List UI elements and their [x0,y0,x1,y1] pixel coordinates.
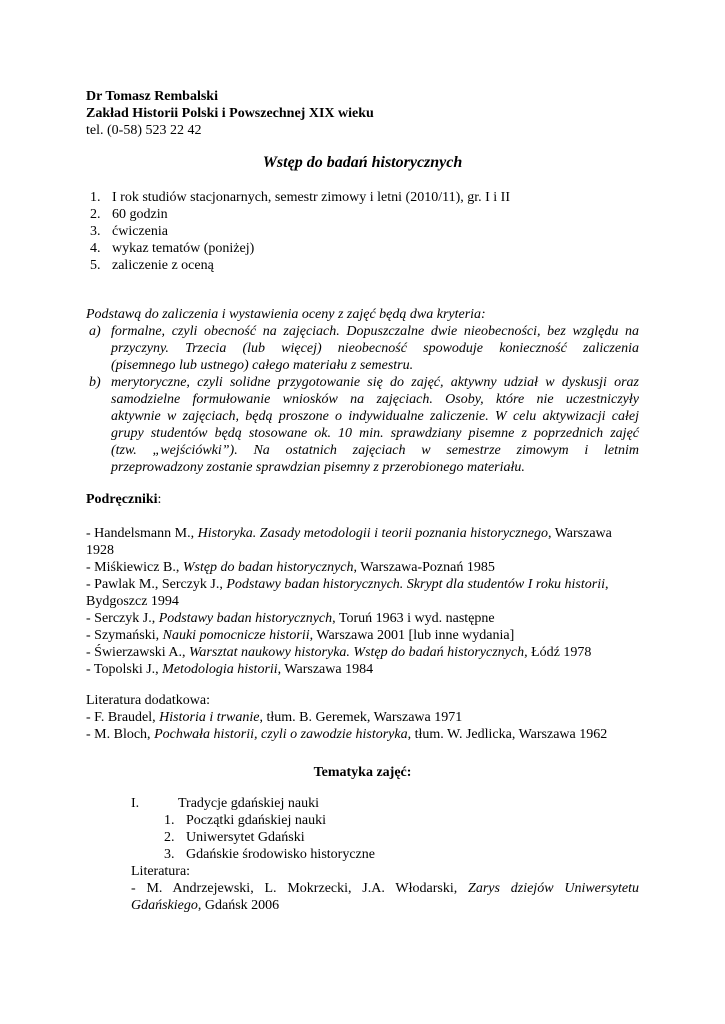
extra-literature-list [86,709,646,743]
section-number: I. [131,796,140,811]
list-item: 1. Początki gdańskiej nauki [164,813,326,828]
list-item: - Miśkiewicz B., Wstęp do badan historycznych, Warszawa-Poznań 1985 [86,560,495,575]
topics-sublist [131,812,531,863]
info-list [86,189,646,274]
list-item: 2. 60 godzin [90,207,168,222]
list-item: Bydgoszcz 1994 [86,594,179,609]
literature-line-1: - M. Andrzejewski, L. Mokrzecki, J.A. Włodarski, Zarys dziejów Uniwersytetu [131,881,639,896]
list-item: 5. zaliczenie z oceną [90,258,214,273]
list-item: - Pawlak M., Serczyk J., Podstawy badan historycznych. Skrypt dla studentów I roku historii, [86,577,609,592]
criteria-b-label: b) [89,375,101,390]
list-item: 2. Uniwersytet Gdański [164,830,305,845]
criteria-a-label: a) [89,324,101,339]
textbooks-heading: Podręczniki: [86,492,162,507]
topics-heading: Tematyka zajęć: [313,765,412,780]
document-title: Wstęp do badań historycznych [262,154,463,171]
literature-line-2: Gdańskiego, Gdańsk 2006 [131,898,280,913]
extra-literature-heading: Literatura dodatkowa: [86,693,211,708]
criteria-b-text: merytoryczne, czyli solidne przygotowanie się do zajęć, aktywny udział w dyskusji oraz samodzielne formułowanie wniosków na zajęciach. Osoby, które nie uczestniczyły aktywnie w zajęciach, będą proszone o indywidualne zaliczenie. W celu aktywizacji całej grupy studentów będą stosowane ok. 10 min. sprawdziany pisemne z poprzednich zajęć (tzw. „wejściówki”). Na ostatnich zajęciach w semestrze zimowym i letnim przeprowadzony zostanie sprawdzian pisemny z przerobionego materiału. [111,375,639,475]
list-item: 1928 [86,543,114,558]
section-title: Tradycje gdańskiej nauki [178,796,320,811]
list-item: - Szymański, Nauki pomocnicze historii, Warszawa 2001 [lub inne wydania] [86,628,515,643]
list-item: - Świerzawski A., Warsztat naukowy historyka. Wstęp do badań historycznych, Łódź 1978 [86,645,592,660]
phone-number: tel. (0-58) 523 22 42 [86,123,202,138]
author-name: Dr Tomasz Rembalski [86,89,218,104]
list-item: 3. ćwiczenia [90,224,168,239]
list-item: 1. I rok studiów stacjonarnych, semestr zimowy i letni (2010/11), gr. I i II [90,190,511,205]
criteria-intro: Podstawą do zaliczenia i wystawienia oceny z zajęć będą dwa kryteria: [86,307,486,322]
list-item: - Serczyk J., Podstawy badan historycznych, Toruń 1963 i wyd. następne [86,611,495,626]
list-item: - F. Braudel, Historia i trwanie, tłum. B. Geremek, Warszawa 1971 [86,710,463,725]
list-item: 3. Gdańskie środowisko historyczne [164,847,375,862]
list-item: 4. wykaz tematów (poniżej) [90,241,255,256]
department-name: Zakład Historii Polski i Powszechnej XIX wieku [86,106,374,121]
literature-label: Literatura: [131,864,191,879]
list-item: - Handelsmann M., Historyka. Zasady metodologii i teorii poznania historycznego, Warszawa [86,526,612,541]
list-item: - Topolski J., Metodologia historii, Warszawa 1984 [86,662,374,677]
textbooks-list [86,525,646,678]
criteria-a-text: formalne, czyli obecność na zajęciach. Dopuszczalne dwie nieobecności, bez względu na przyczyny. Trzecia (lub więcej) nieobecność spowoduje konieczność zaliczenia (pisemnego lub ustnego) całego materiału z semestru. [111,324,639,373]
list-item: - M. Bloch, Pochwała historii, czyli o zawodzie historyka, tłum. W. Jedlicka, Warszawa 1962 [86,727,608,742]
